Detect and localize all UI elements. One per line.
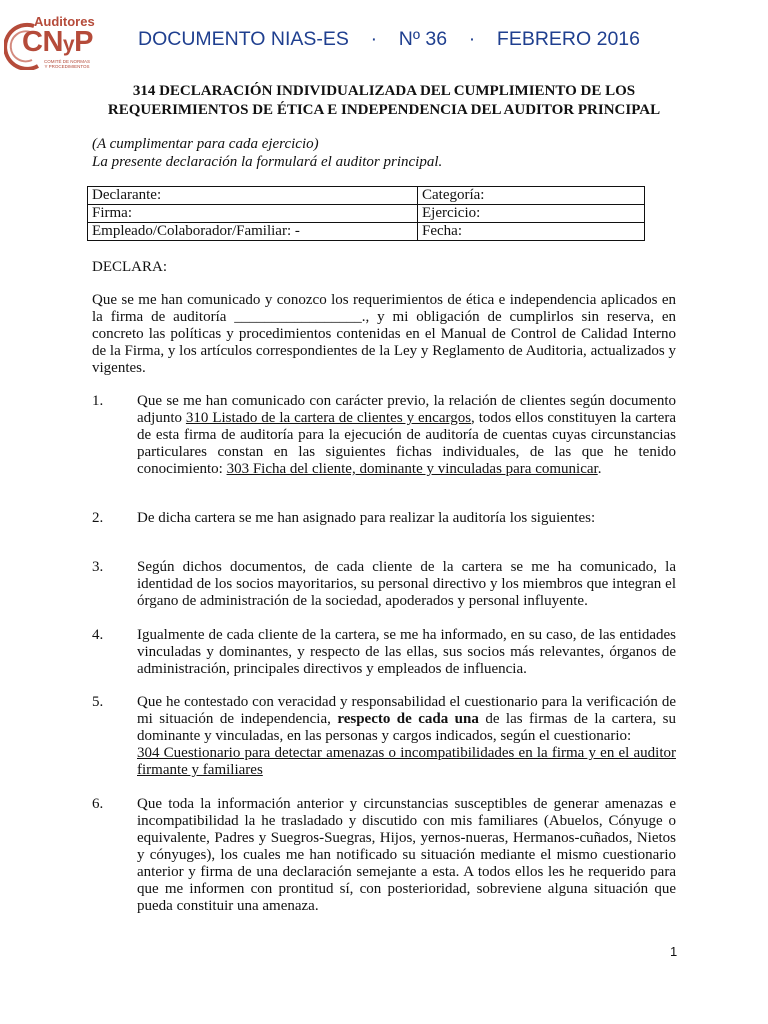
table-cell: Fecha: <box>418 223 645 241</box>
intro-line-1: (A cumplimentar para cada ejercicio) <box>92 136 319 152</box>
declara-heading: DECLARA: <box>92 259 167 275</box>
item-text: De dicha cartera se me han asignado para realizar la auditoría los siguientes: <box>137 510 596 526</box>
header-doc: DOCUMENTO NIAS-ES <box>138 28 349 50</box>
item-number: 6. <box>92 796 104 812</box>
logo-main-text: CNyP <box>22 26 93 58</box>
item-number: 3. <box>92 559 104 575</box>
item-text: Que toda la información anterior y circunstancias susceptibles de generar amenazas e incompatibilidad la he trasladado y discutido con mis familiares (Abuelos, Cónyuge o equivalente, Padres y Suegros-Suegras, Hijos, yernos-nueras, Hermanos-cuñados, Nietos y cónyuges), los cuales me han notificado su situación mediante el mismo cuestionario anterior y firma de una declaración semejante a esta. A todos ellos les he requerido para que me informen con prontitud sí, con posterioridad, sobreviene alguna situación que pueda constituir una amenaza. <box>137 796 676 914</box>
document-title <box>88 82 680 120</box>
document-link-304[interactable]: 304 Cuestionario para detectar amenazas o incompatibilidades en la firma y en el auditor firmante y familiares <box>137 745 676 778</box>
table-row <box>88 205 645 223</box>
list-item <box>92 510 676 527</box>
table-cell: Declarante: <box>88 187 418 205</box>
title-line-2: REQUERIMIENTOS DE ÉTICA E INDEPENDENCIA DEL AUDITOR PRINCIPAL <box>107 102 661 118</box>
header-sep-2: · <box>468 28 476 50</box>
header-number: Nº 36 <box>398 28 448 50</box>
item-text: Que se me han comunicado con carácter previo, la relación de clientes según documento adjunto 310 Listado de la cartera de clientes y encargos, todos ellos constituyen la cartera de esta firma de auditoría para la ejecución de auditoría de cuentas cuyas circunstancias particulares constan en las siguientes fichas individuales, de las que he tenido conocimiento: 303 Ficha del cliente, dominante y vinculadas para comunicar. <box>137 393 676 477</box>
logo-sub-text: COMITÉ DE NORMAS Y PROCEDIMIENTOS <box>43 59 90 69</box>
table-row <box>88 187 645 205</box>
document-header <box>138 28 640 51</box>
item-number: 5. <box>92 694 104 710</box>
list-item <box>92 393 676 478</box>
table-cell: Firma: <box>88 205 418 223</box>
intro-paragraph: Que se me han comunicado y conozco los requerimientos de ética e independencia aplicados en la firma de auditoría _________________., y mi obligación de cumplirlos sin reserva, en concreto las políticas y procedimientos contenidas en el Manual de Control de Calidad Interno de la Firma, y los artículos correspondientes de la Ley y Reglamento de Auditoria, actualizados y vigentes. <box>92 292 676 376</box>
table-row <box>88 223 645 241</box>
table-cell: Categoría: <box>418 187 645 205</box>
title-line-1: 314 DECLARACIÓN INDIVIDUALIZADA DEL CUMPLIMIENTO DE LOS <box>132 83 636 99</box>
list-item <box>92 559 676 610</box>
page-number: 1 <box>670 944 678 959</box>
logo-top-text: Auditores <box>34 14 95 29</box>
list-item <box>92 694 676 779</box>
document-link-310[interactable]: 310 Listado de la cartera de clientes y encargos <box>185 410 472 426</box>
item-number: 4. <box>92 627 104 643</box>
intro-line-2: La presente declaración la formulará el auditor principal. <box>92 154 443 170</box>
item-text: Según dichos documentos, de cada cliente de la cartera se me ha comunicado, la identidad de los socios mayoritarios, su personal directivo y los miembros que integran el órgano de administración de la sociedad, apoderados y personal influyente. <box>137 559 676 609</box>
cnyp-logo <box>4 14 96 76</box>
declaration-table <box>87 186 645 241</box>
table-cell: Ejercicio: <box>418 205 645 223</box>
header-date: FEBRERO 2016 <box>496 28 640 50</box>
item-text: Que he contestado con veracidad y responsabilidad el cuestionario para la verificación de mi situación de independencia, respecto de cada una de las firmas de la cartera, su dominante y vinculadas, en las personas y cargos indicados, según el cuestionario: 304 Cuestionario para detectar amenazas o incompatibilidades en la firma y en el auditor firmante y familiares <box>137 694 676 778</box>
list-item <box>92 796 676 915</box>
table-cell: Empleado/Colaborador/Familiar: - <box>88 223 418 241</box>
list-item <box>92 627 676 678</box>
header-sep-1: · <box>370 28 378 50</box>
item-number: 2. <box>92 510 104 526</box>
item-text: Igualmente de cada cliente de la cartera, se me ha informado, en su caso, de las entidades vinculadas y dominantes, y respecto de las ellas, sus socios más relevantes, órganos de administración, principales directivos y empleados de influencia. <box>137 627 676 677</box>
intro-note <box>92 135 442 171</box>
document-link-303[interactable]: 303 Ficha del cliente, dominante y vinculadas para comunicar <box>226 461 598 477</box>
item-number: 1. <box>92 393 104 409</box>
